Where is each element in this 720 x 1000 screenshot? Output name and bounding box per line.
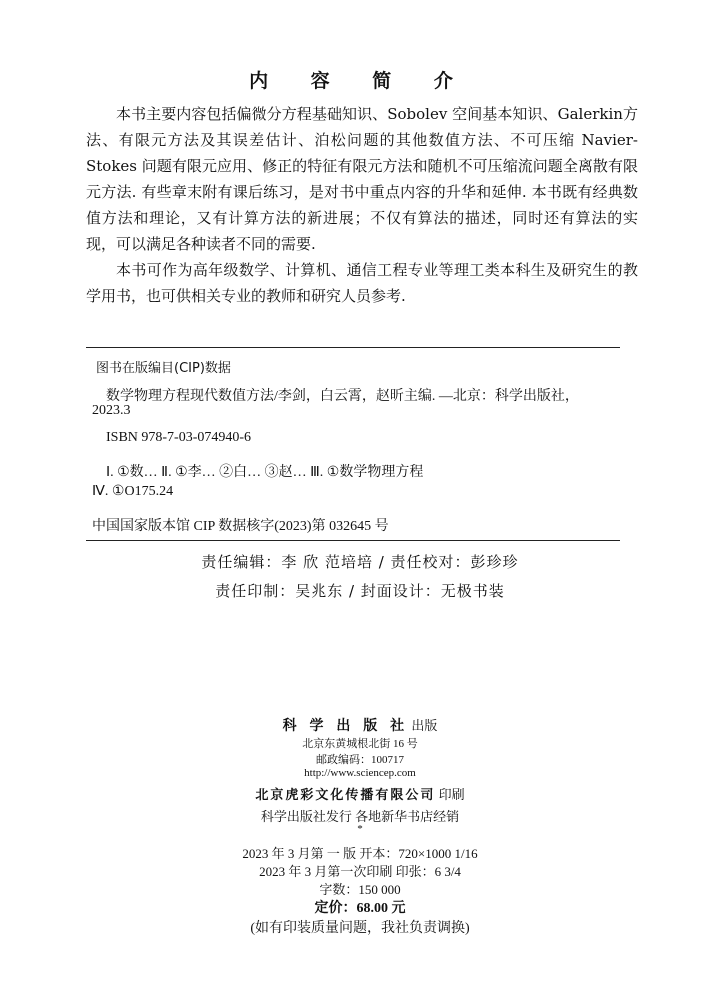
publisher-name-line — [0, 715, 720, 735]
publisher-website: http://www.sciencep.com — [304, 767, 416, 779]
cip-bibliographic-continued: 2023.3 — [92, 403, 131, 418]
printer-line — [0, 784, 720, 803]
edition-line: 2023 年 3 月第 一 版 开本：720×1000 1/16 — [242, 846, 478, 861]
publisher-address: 北京东黄城根北街 16 号 — [302, 738, 418, 750]
printer-name: 北京虎彩文化传播有限公司 — [255, 788, 436, 803]
publisher-name-suffix: 出版 — [411, 718, 438, 733]
cip-top-rule — [86, 347, 620, 348]
cip-isbn: ISBN 978-7-03-074940-6 — [106, 430, 252, 445]
cip-heading: 图书在版编目(CIP)数据 — [96, 361, 231, 376]
cip-classification-continued: Ⅳ. ①O175.24 — [92, 484, 174, 499]
publisher-postcode: 邮政编码：100717 — [316, 754, 404, 766]
cip-bibliographic-line: 数学物理方程现代数值方法/李剑，白云霄，赵昕主编. —北京：科学出版社， — [106, 389, 579, 404]
publisher-name: 科 学 出 版 社 — [282, 718, 409, 734]
intro-paragraph-1: 本书主要内容包括偏微分方程基础知识、Sobolev 空间基本知识、Galerkin方法、有限元方法及其误差估计、泊松问题的其他数值方法、不可压缩 Navier-Stokes 问题有限元应用、修正的特征有限元方法和随机不可压缩流问题全离散有限元方法. 有些章末附有课后练习，是对书中重点内容的升华和延伸. 本书既有经典数值方法和理论，又有计算方法的新进展；不仅有算法的描述，同时还有算法的实现，可以满足各种读者不同的需要. — [86, 105, 638, 253]
printing-line: 2023 年 3 月第一次印刷 印张：6 3/4 — [259, 864, 461, 879]
editors-line: 责任编辑：李 欣 范培培 / 责任校对：彭珍珍 — [201, 553, 519, 571]
price: 定价：68.00 元 — [314, 901, 406, 916]
printer-suffix: 印刷 — [438, 787, 465, 802]
cip-record-number: 中国国家版本馆 CIP 数据核字(2023)第 032645 号 — [92, 519, 389, 534]
intro-paragraph-2: 本书可作为高年级数学、计算机、通信工程专业等理工类本科生及研究生的教学用书，也可供相关专业的教师和研究人员参考. — [86, 261, 638, 305]
separator-star: * — [357, 823, 363, 835]
quality-note: (如有印装质量问题，我社负责调换) — [250, 921, 470, 936]
page-title: 内 容 简 介 — [249, 70, 471, 92]
distribution-line: 科学出版社发行 各地新华书店经销 — [260, 809, 460, 824]
production-line: 责任印制：吴兆东 / 封面设计：无极书装 — [215, 582, 505, 600]
cip-bottom-rule — [86, 540, 620, 541]
cip-classification: Ⅰ. ①数… Ⅱ. ①李… ②白… ③赵… Ⅲ. ①数学物理方程 — [106, 465, 424, 480]
word-count: 字数：150 000 — [319, 882, 401, 897]
intro-section — [86, 101, 638, 309]
